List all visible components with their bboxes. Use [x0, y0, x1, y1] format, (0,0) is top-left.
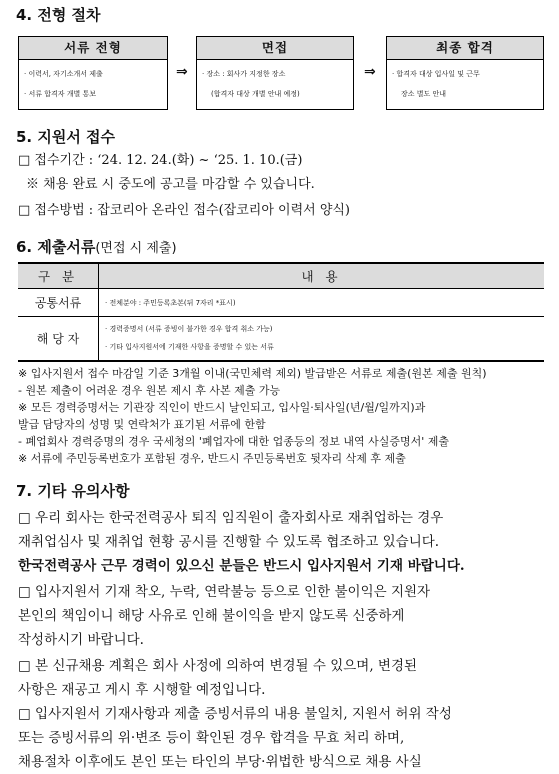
notice-line: 작성하시기 바랍니다.: [18, 632, 144, 648]
notice-line-emphasis: 한국전력공사 근무 경력이 있으신 분들은 반드시 입사지원서 기재 바랍니다.: [18, 558, 465, 574]
table-cell-item: · 기타 입사지원서에 기재한 사항을 증명할 수 있는 서류: [105, 343, 274, 352]
table-cell-category: 해 당 자: [18, 317, 99, 361]
process-box-final-pass: [386, 36, 544, 110]
process-box-interview: [196, 36, 354, 110]
process-box-line: · 이력서, 자기소개서 제출: [24, 70, 103, 78]
notice-line: □ 본 신규채용 계획은 회사 사정에 의하여 변경될 수 있으며, 변경된: [18, 658, 418, 674]
process-box-line: (합격자 대상 개별 안내 예정): [211, 90, 300, 98]
section-4-title: 4. 전형 절차: [16, 6, 101, 24]
document-note: ※ 입사지원서 접수 마감일 기준 3개월 이내(국민체력 제외) 발급받은 서류로 제출(원본 제출 원칙): [18, 367, 487, 380]
table-cell-item: · 경력증명서 (서류 증빙이 불가한 경우 합격 취소 가능): [105, 325, 273, 334]
process-box-line: 장소 별도 안내: [401, 90, 447, 98]
notice-line: □ 입사지원서 기재 착오, 누락, 연락불능 등으로 인한 불이익은 지원자: [18, 584, 431, 600]
notice-line: □ 우리 회사는 한국전력공사 퇴직 임직원이 출자회사로 재취업하는 경우: [18, 510, 444, 526]
table-row: [18, 289, 544, 317]
process-box-line: · 합격자 대상 입사일 및 근무: [392, 70, 480, 78]
document-note: - 원본 제출이 어려운 경우 원본 제시 후 사본 제출 가능: [18, 384, 281, 397]
table-cell-content: [99, 289, 545, 317]
table-cell-content: [99, 317, 545, 361]
notice-line: 사항은 재공고 게시 후 시행할 예정입니다.: [18, 682, 266, 698]
notice-line: 본인의 책임이니 해당 사유로 인해 불이익을 받지 않도록 신중하게: [18, 608, 405, 624]
process-box-title: 최종 합격: [387, 37, 543, 60]
section-6-title-sub: (면접 시 제출): [95, 241, 177, 256]
section-7-title: 7. 기타 유의사항: [16, 482, 130, 500]
application-period: □ 접수기간 : ‘24. 12. 24.(화) ~ ‘25. 1. 10.(금): [18, 153, 303, 168]
application-period-note: ※ 채용 완료 시 중도에 공고를 마감할 수 있습니다.: [26, 177, 315, 192]
section-6-title-main: 6. 제출서류: [16, 238, 96, 256]
application-method: □ 접수방법 : 잡코리아 온라인 접수(잡코리아 이력서 양식): [18, 203, 351, 218]
notice-line: 채용절차 이후에도 본인 또는 타인의 부당·위법한 방식으로 채용 사실: [18, 754, 422, 770]
process-box-line: · 장소 : 회사가 지정한 장소: [202, 70, 286, 78]
table-header-row: [18, 263, 544, 289]
section-6-title: [16, 236, 177, 257]
process-box-title: 면접: [197, 37, 353, 60]
process-box-line: · 서류 합격자 개별 통보: [24, 90, 96, 98]
document-note: ※ 모든 경력증명서는 기관장 직인이 반드시 날인되고, 입사일·퇴사일(년/월/일까지)과: [18, 401, 426, 414]
document-note: 발급 담당자의 성명 및 연락처가 표기된 서류에 한함: [18, 418, 266, 431]
table-cell-item: · 전체분야 : 주민등록초본(뒤 7자리 *표시): [105, 298, 236, 307]
table-header-category: 구 분: [18, 263, 99, 289]
arrow-icon: ⇒: [176, 64, 188, 80]
documents-table: [18, 262, 544, 362]
document-note: - 폐업회사 경력증명의 경우 국세청의 '폐업자에 대한 업종등의 정보 내역 사실증명서' 제출: [18, 435, 450, 448]
arrow-icon: ⇒: [364, 64, 376, 80]
process-box-title: 서류 전형: [19, 37, 167, 60]
notice-line: 또는 증빙서류의 위·변조 등이 확인된 경우 합격을 무효 처리 하며,: [18, 730, 405, 746]
table-row: [18, 317, 544, 361]
table-cell-category: 공통서류: [18, 289, 99, 317]
table-header-content: 내 용: [99, 263, 545, 289]
process-box-document-screening: [18, 36, 168, 110]
notice-line: 재취업심사 및 재취업 현황 공시를 진행할 수 있도록 협조하고 있습니다.: [18, 534, 440, 550]
section-5-title: 5. 지원서 접수: [16, 128, 116, 146]
notice-line: □ 입사지원서 기재사항과 제출 증빙서류의 내용 불일치, 지원서 허위 작성: [18, 706, 452, 722]
document-note: ※ 서류에 주민등록번호가 포함된 경우, 반드시 주민등록번호 뒷자리 삭제 후 제출: [18, 452, 406, 465]
